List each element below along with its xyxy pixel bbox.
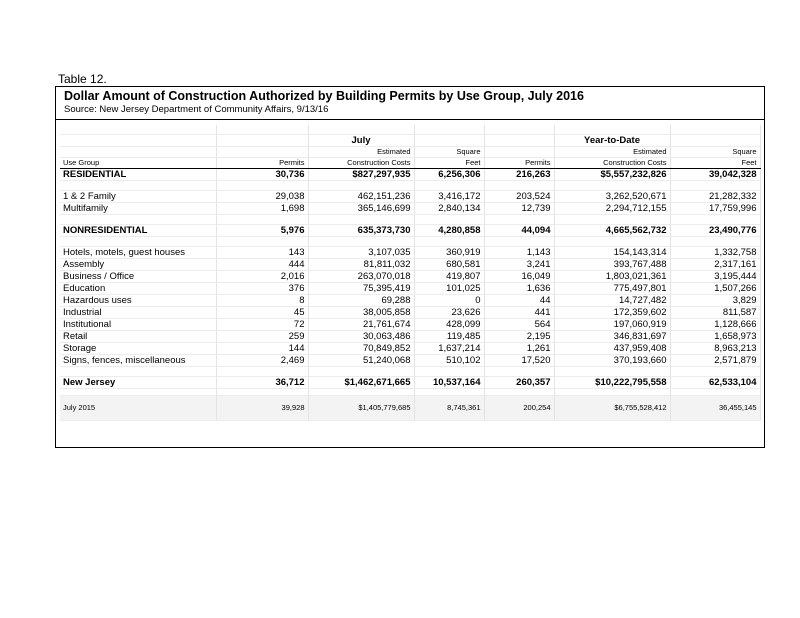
spacer-row <box>60 125 760 135</box>
table-cell: 3,241 <box>484 259 554 271</box>
table-row-residential <box>60 169 760 181</box>
row-label: July 2015 <box>60 396 216 421</box>
table-cell: 2,195 <box>484 331 554 343</box>
table-cell: 680,581 <box>414 259 484 271</box>
table-cell: 39,042,328 <box>670 169 760 181</box>
table-cell: 2,840,134 <box>414 203 484 215</box>
table-cell: 119,485 <box>414 331 484 343</box>
table-cell: 143 <box>216 247 308 259</box>
table-cell: 51,240,068 <box>308 355 414 367</box>
header-cell: Permits <box>216 158 308 169</box>
table-cell: 263,070,018 <box>308 271 414 283</box>
row-label: Education <box>60 283 216 295</box>
table-row-multifamily <box>60 203 760 215</box>
table-cell: 428,099 <box>414 319 484 331</box>
table-cell: 1,143 <box>484 247 554 259</box>
table-cell: 44,094 <box>484 225 554 237</box>
table-cell: 144 <box>216 343 308 355</box>
table-cell: 775,497,801 <box>554 283 670 295</box>
row-label: Retail <box>60 331 216 343</box>
table-cell: $1,462,671,665 <box>308 377 414 389</box>
table-row-education <box>60 283 760 295</box>
table-cell: 14,727,482 <box>554 295 670 307</box>
header-cell: Permits <box>484 158 554 169</box>
table-cell: 72 <box>216 319 308 331</box>
table-cell: 8,745,361 <box>414 396 484 421</box>
table-cell: 3,829 <box>670 295 760 307</box>
table-cell: 510,102 <box>414 355 484 367</box>
table-row-assembly <box>60 259 760 271</box>
table-title: Dollar Amount of Construction Authorized by Building Permits by Use Group, July 2016 <box>64 89 584 103</box>
table-cell: 30,736 <box>216 169 308 181</box>
table-cell: $827,297,935 <box>308 169 414 181</box>
table-cell: 437,959,408 <box>554 343 670 355</box>
row-label: NONRESIDENTIAL <box>60 225 216 237</box>
table-cell: 39,928 <box>216 396 308 421</box>
row-label: New Jersey <box>60 377 216 389</box>
spacer-row <box>60 215 760 225</box>
table-cell: 75,395,419 <box>308 283 414 295</box>
row-label: Hotels, motels, guest houses <box>60 247 216 259</box>
table-frame <box>55 86 765 448</box>
table-cell: 3,107,035 <box>308 247 414 259</box>
table-cell: $6,755,528,412 <box>554 396 670 421</box>
table-cell: 17,520 <box>484 355 554 367</box>
row-label: Assembly <box>60 259 216 271</box>
table-row-institutional <box>60 319 760 331</box>
spacer-row <box>60 389 760 396</box>
table-cell: 16,049 <box>484 271 554 283</box>
table-cell: 1,636 <box>484 283 554 295</box>
table-cell: 36,455,145 <box>670 396 760 421</box>
row-label: Multifamily <box>60 203 216 215</box>
header-july: July <box>308 135 414 147</box>
header-cell: Estimated <box>554 147 670 158</box>
table-cell: 4,665,562,732 <box>554 225 670 237</box>
table-cell: 1,332,758 <box>670 247 760 259</box>
table-cell: 1,658,973 <box>670 331 760 343</box>
table-cell: 30,063,486 <box>308 331 414 343</box>
table-label: Table 12. <box>58 72 107 86</box>
header-row-2 <box>60 158 760 169</box>
spacer-row <box>60 367 760 377</box>
table-cell: 0 <box>414 295 484 307</box>
table-cell: 462,151,236 <box>308 191 414 203</box>
table-row-hazardous <box>60 295 760 307</box>
table-cell: 370,193,660 <box>554 355 670 367</box>
table-cell: 2,469 <box>216 355 308 367</box>
table-cell: 203,524 <box>484 191 554 203</box>
header-cell <box>60 147 216 158</box>
row-label: Storage <box>60 343 216 355</box>
table-cell: 6,256,306 <box>414 169 484 181</box>
header-cell: Construction Costs <box>308 158 414 169</box>
table-cell: 69,288 <box>308 295 414 307</box>
spacer-row <box>60 237 760 247</box>
table-cell: 441 <box>484 307 554 319</box>
row-label: Institutional <box>60 319 216 331</box>
table-cell: 635,373,730 <box>308 225 414 237</box>
header-cell: Feet <box>670 158 760 169</box>
table-row-signs <box>60 355 760 367</box>
table-cell: 23,626 <box>414 307 484 319</box>
table-cell: 3,195,444 <box>670 271 760 283</box>
table-cell: 36,712 <box>216 377 308 389</box>
title-divider <box>56 119 764 120</box>
table-cell: $10,222,795,558 <box>554 377 670 389</box>
table-cell: 3,262,520,671 <box>554 191 670 203</box>
source-note: Source: New Jersey Department of Community Affairs, 9/13/16 <box>64 104 329 115</box>
table-cell: 200,254 <box>484 396 554 421</box>
table-cell: 172,359,602 <box>554 307 670 319</box>
table-cell: 38,005,858 <box>308 307 414 319</box>
table-cell: 62,533,104 <box>670 377 760 389</box>
table-cell: 360,919 <box>414 247 484 259</box>
table-cell: 1,128,666 <box>670 319 760 331</box>
table-cell: 2,571,879 <box>670 355 760 367</box>
table-cell: 5,976 <box>216 225 308 237</box>
table-cell: 12,739 <box>484 203 554 215</box>
header-group-row <box>60 135 760 147</box>
table-cell: 346,831,697 <box>554 331 670 343</box>
header-ytd: Year-to-Date <box>554 135 670 147</box>
table-cell: 1,803,021,361 <box>554 271 670 283</box>
table-cell: 1,698 <box>216 203 308 215</box>
table-cell: 70,849,852 <box>308 343 414 355</box>
table-cell: 564 <box>484 319 554 331</box>
table-row-new-jersey-total <box>60 377 760 389</box>
permits-table <box>60 125 761 421</box>
table-cell: 376 <box>216 283 308 295</box>
table-cell: $1,405,779,685 <box>308 396 414 421</box>
table-cell: 1,637,214 <box>414 343 484 355</box>
header-cell: Use Group <box>60 158 216 169</box>
header-cell: Estimated <box>308 147 414 158</box>
table-row-storage <box>60 343 760 355</box>
table-cell: 197,060,919 <box>554 319 670 331</box>
row-label: Hazardous uses <box>60 295 216 307</box>
table-cell: 444 <box>216 259 308 271</box>
table-cell: 81,811,032 <box>308 259 414 271</box>
table-cell: 8,963,213 <box>670 343 760 355</box>
table-cell: 3,416,172 <box>414 191 484 203</box>
table-cell: 10,537,164 <box>414 377 484 389</box>
table-cell: 45 <box>216 307 308 319</box>
table-cell: 2,317,161 <box>670 259 760 271</box>
table-row-family12 <box>60 191 760 203</box>
header-cell: Square <box>414 147 484 158</box>
header-cell: Feet <box>414 158 484 169</box>
table-row-nonresidential <box>60 225 760 237</box>
table-cell: 1,507,266 <box>670 283 760 295</box>
row-label: Industrial <box>60 307 216 319</box>
row-label: RESIDENTIAL <box>60 169 216 181</box>
table-cell: 2,016 <box>216 271 308 283</box>
table-cell: 419,807 <box>414 271 484 283</box>
table-cell: 2,294,712,155 <box>554 203 670 215</box>
table-cell: 259 <box>216 331 308 343</box>
table-cell: 44 <box>484 295 554 307</box>
table-cell: 154,143,314 <box>554 247 670 259</box>
table-cell: 17,759,996 <box>670 203 760 215</box>
table-cell: 29,038 <box>216 191 308 203</box>
table-row-industrial <box>60 307 760 319</box>
table-cell: 21,282,332 <box>670 191 760 203</box>
table-cell: 101,025 <box>414 283 484 295</box>
row-label: Business / Office <box>60 271 216 283</box>
table-cell: 393,767,488 <box>554 259 670 271</box>
table-cell: 216,263 <box>484 169 554 181</box>
header-cell <box>484 147 554 158</box>
table-row-retail <box>60 331 760 343</box>
table-cell: 260,357 <box>484 377 554 389</box>
row-label: Signs, fences, miscellaneous <box>60 355 216 367</box>
spacer-row <box>60 181 760 191</box>
table-cell: 811,587 <box>670 307 760 319</box>
header-cell: Square <box>670 147 760 158</box>
table-cell: 4,280,858 <box>414 225 484 237</box>
table-cell: 21,761,674 <box>308 319 414 331</box>
table-cell: 365,146,699 <box>308 203 414 215</box>
table-row-business <box>60 271 760 283</box>
table-cell: $5,557,232,826 <box>554 169 670 181</box>
table-row-hotels <box>60 247 760 259</box>
table-row-july-2015 <box>60 396 760 421</box>
header-cell <box>216 147 308 158</box>
header-row-1 <box>60 147 760 158</box>
table-cell: 1,261 <box>484 343 554 355</box>
table-cell: 23,490,776 <box>670 225 760 237</box>
header-cell: Construction Costs <box>554 158 670 169</box>
table-cell: 8 <box>216 295 308 307</box>
row-label: 1 & 2 Family <box>60 191 216 203</box>
